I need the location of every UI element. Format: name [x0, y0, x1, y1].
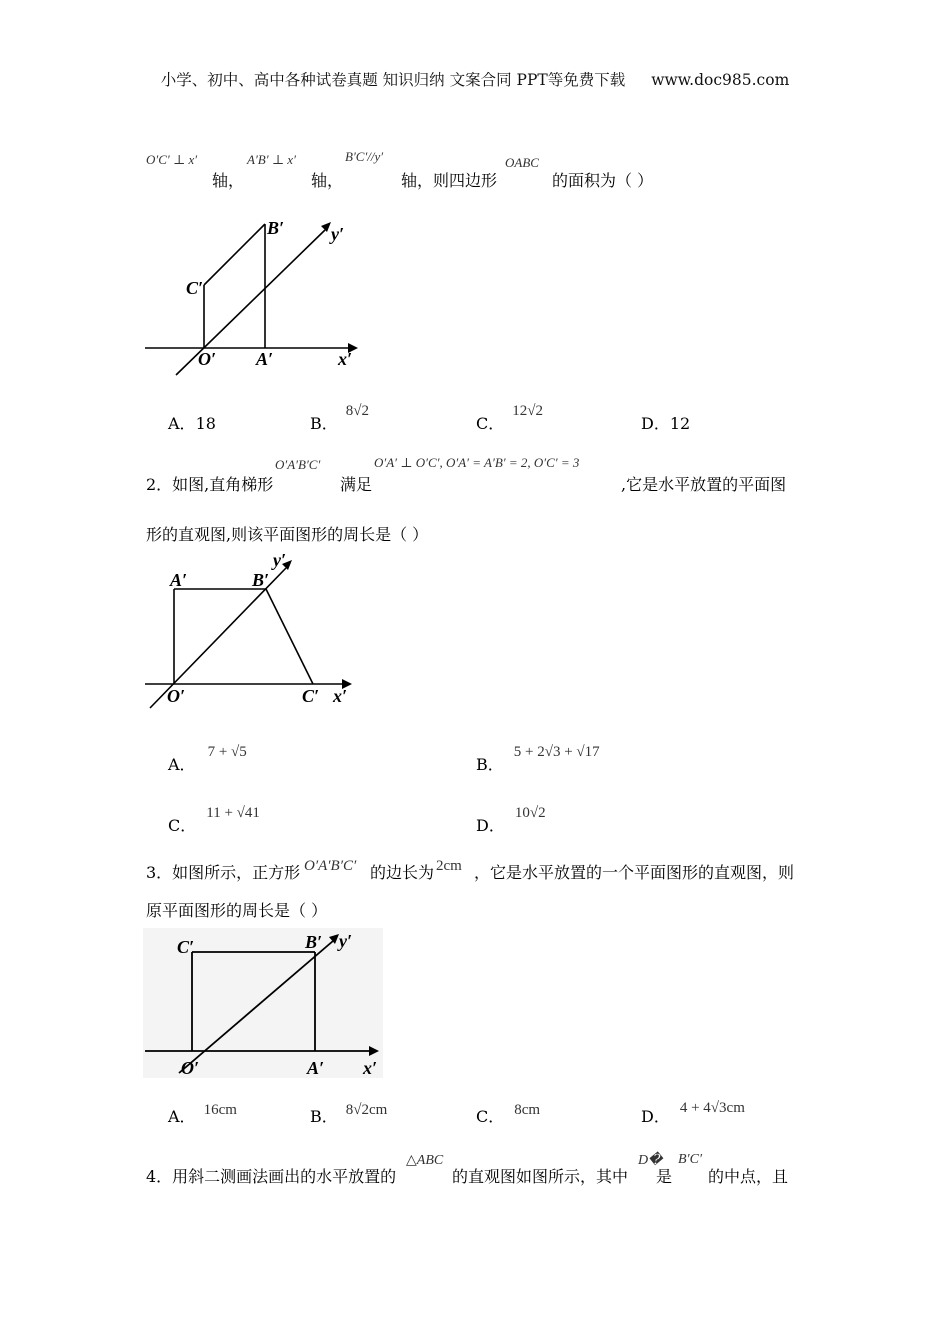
option-value: 18	[195, 414, 216, 433]
option-label: C．	[476, 414, 505, 433]
option-value: 16cm	[203, 1102, 237, 1118]
option-label: B．	[310, 1107, 338, 1126]
q2-option-c[interactable]	[168, 805, 260, 836]
option-value: 8√2cm	[345, 1102, 388, 1118]
option-value: 10√2	[514, 805, 546, 821]
q2-label-c: C′	[302, 686, 320, 706]
option-value: 11 + √41	[206, 805, 260, 821]
q1-edge-cb	[204, 224, 265, 285]
q2-figure	[140, 552, 370, 717]
q3-number-text: 3．如图所示，正方形	[146, 863, 301, 882]
q4-point-d: D�	[638, 1153, 663, 1168]
q2-label-x: x′	[333, 686, 348, 706]
q2-line2: 形的直观图,则该平面图形的周长是（ ）	[146, 525, 429, 544]
q4-text2: 是	[656, 1167, 673, 1186]
q2-condition: O′A′ ⊥ O′C′, O′A′ = A′B′ = 2, O′C′ = 3	[374, 455, 580, 470]
option-label: A．	[168, 755, 196, 774]
q3-figure	[143, 928, 383, 1078]
q2-shape: O′A′B′C′	[275, 457, 321, 472]
q3-line2: 原平面图形的周长是（ ）	[146, 901, 328, 920]
q3-label-a: A′	[307, 1058, 325, 1078]
option-value: 4 + 4√3cm	[679, 1100, 745, 1116]
q2-option-a[interactable]	[168, 744, 247, 775]
q4-triangle: △ABC	[406, 1153, 444, 1168]
q1-option-a[interactable]	[168, 411, 216, 434]
q3-option-d[interactable]	[641, 1100, 745, 1127]
q1-option-c[interactable]	[476, 403, 543, 434]
option-value: 8cm	[514, 1102, 541, 1118]
q1-cond1: O′C′ ⊥ x′	[146, 152, 198, 167]
q1-text3: 轴，则四边形	[401, 171, 498, 190]
option-value: 8√2	[345, 403, 369, 419]
q4-text3: 的中点，且	[708, 1167, 789, 1186]
q2-edge-bc	[266, 589, 313, 684]
q1-quad: OABC	[505, 155, 539, 170]
q1-cond2: A′B′ ⊥ x′	[247, 152, 296, 167]
option-label: D．	[476, 816, 505, 835]
q1-label-x: x′	[338, 349, 353, 369]
q3-text2: ，它是水平放置的一个平面图形的直观图，则	[474, 863, 795, 882]
q3-label-o: O′	[181, 1058, 200, 1078]
q1-text2: 轴，	[311, 171, 344, 190]
header-site: www.doc985.com	[651, 71, 790, 89]
q1-option-d[interactable]	[641, 411, 690, 434]
q2-label-a: A′	[170, 570, 188, 590]
q1-text4: 的面积为（ ）	[552, 171, 654, 190]
q1-label-c: C′	[186, 278, 204, 298]
option-label: A．	[168, 414, 196, 433]
q1-y-arrow	[321, 222, 331, 232]
option-label: C．	[168, 816, 197, 835]
q2-number-text: 2．如图,直角梯形	[146, 475, 274, 494]
option-value: 7 + √5	[207, 744, 247, 760]
q2-option-d[interactable]	[476, 805, 546, 836]
page-header	[0, 68, 950, 90]
q4-text1: 的直观图如图所示，其中	[452, 1167, 629, 1186]
q3-option-a[interactable]	[168, 1104, 237, 1127]
q2-label-o: O′	[167, 686, 186, 706]
option-value: 5 + 2√3 + √17	[513, 744, 600, 760]
q1-label-o: O′	[198, 349, 217, 369]
q3-shape: O′A′B′C′	[304, 858, 357, 874]
q2-option-b[interactable]	[476, 744, 600, 775]
option-value: 12√2	[512, 403, 543, 419]
q1-label-a: A′	[256, 349, 274, 369]
option-label: A．	[168, 1107, 196, 1126]
q3-length: 2cm	[436, 858, 462, 874]
q1-option-b[interactable]	[310, 403, 369, 434]
q1-label-b: B′	[267, 218, 285, 238]
option-label: D．	[641, 414, 670, 433]
q4-segment: B′C′	[678, 1152, 703, 1167]
option-label: B．	[476, 755, 504, 774]
header-text: 小学、初中、高中各种试卷真题 知识归纳 文案合同 PPT等免费下载	[160, 71, 626, 89]
option-label: C．	[476, 1107, 505, 1126]
q3-label-y: y′	[339, 931, 353, 951]
q1-label-y: y′	[331, 224, 345, 244]
option-label: D．	[641, 1107, 670, 1126]
q2-text1: 满足	[340, 475, 373, 494]
q1-figure	[140, 210, 370, 380]
option-value: 12	[669, 414, 691, 433]
q3-label-b: B′	[305, 932, 323, 952]
q1-cond3: B′C′//y′	[345, 149, 384, 164]
q2-label-y: y′	[273, 550, 287, 570]
q3-option-b[interactable]	[310, 1104, 387, 1127]
q2-label-b: B′	[252, 570, 270, 590]
q1-text1: 轴，	[212, 171, 245, 190]
q3-text1: 的边长为	[370, 863, 435, 882]
q4-number-text: 4．用斜二测画法画出的水平放置的	[146, 1167, 397, 1186]
q2-text2: ,它是水平放置的平面图	[621, 475, 787, 494]
q3-label-x: x′	[363, 1058, 378, 1078]
option-label: B．	[310, 414, 338, 433]
q3-option-c[interactable]	[476, 1104, 540, 1127]
q3-label-c: C′	[177, 937, 195, 957]
